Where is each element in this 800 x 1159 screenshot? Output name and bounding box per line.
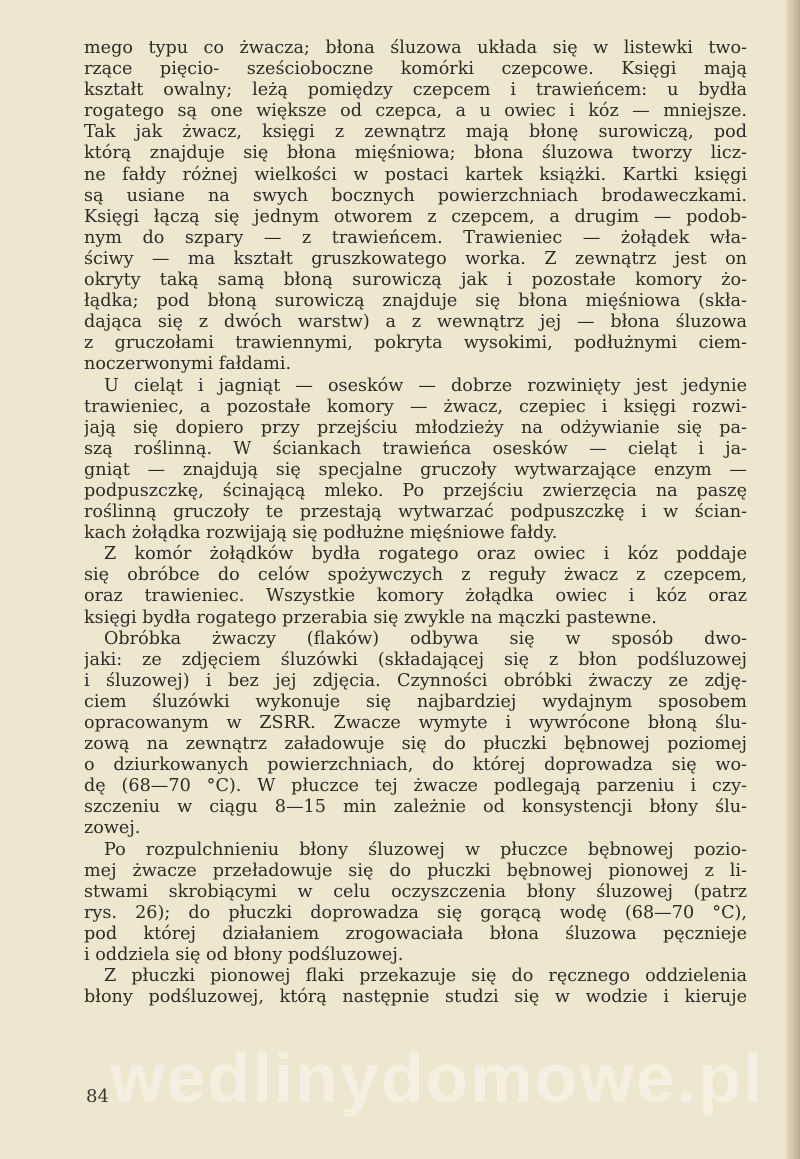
text-line: oraz trawieniec. Wszystkie komory żołądka owiec i kóz oraz <box>84 586 747 607</box>
page-edge-shadow <box>786 0 800 1159</box>
text-line: z gruczołami trawiennymi, pokryta wysokimi, podłużnymi ciem- <box>84 333 747 354</box>
text-line: gniąt — znajdują się specjalne gruczoły wytwarzające enzym — <box>84 459 747 480</box>
body-text <box>84 38 747 1008</box>
text-line: jaki: ze zdjęciem śluzówki (składającej się z błon podśluzowej <box>84 649 747 670</box>
text-line: są usiane na swych bocznych powierzchniach brodaweczkami. <box>84 185 747 206</box>
text-line: i oddziela się od błony podśluzowej. <box>84 945 404 966</box>
text-line: ściwy — ma kształt gruszkowatego worka. Z zewnątrz jest on <box>84 248 747 269</box>
text-line: rzące pięcio- sześcioboczne komórki czepcowe. Księgi mają <box>84 59 747 80</box>
text-line: księgi bydła rogatego przerabia się zwykle na mączki pastewne. <box>84 607 657 628</box>
text-line: Tak jak żwacz, księgi z zewnątrz mają błonę surowiczą, pod <box>84 122 747 143</box>
text-line: pod której działaniem zrogowaciała błona śluzowa pęcznieje <box>84 923 747 944</box>
text-line: szą roślinną. W ściankach trawieńca oseskόw — cieląt i ja- <box>84 438 747 459</box>
text-line: Księgi łączą się jednym otworem z czepcem, a drugim — podob- <box>84 206 747 227</box>
text-line: trawieniec, a pozostałe komory — żwacz, czepiec i księgi rozwi- <box>84 396 747 417</box>
text-line: kształt owalny; leżą pomiędzy czepcem i trawieńcem: u bydła <box>84 80 747 101</box>
text-line: stwami skrobiącymi w celu oczyszczenia błony śluzowej (patrz <box>84 881 747 902</box>
text-line: rys. 26); do płuczki doprowadza się gorącą wodę (68—70 °C), <box>84 902 747 923</box>
text-line: zową na zewnątrz załadowuje się do płuczki bębnowej poziomej <box>84 734 747 755</box>
text-line: jają się dopiero przy przejściu młodzieży na odżywianie się pa- <box>84 417 747 438</box>
text-line: się obróbce do celów spożywczych z reguły żwacz z czepcem, <box>84 565 747 586</box>
text-line: podpuszczkę, ścinającą mleko. Po przejściu zwierzęcia na paszę <box>84 480 747 501</box>
text-line: Obróbka żwaczy (flaków) odbywa się w sposób dwo- <box>104 628 747 649</box>
text-line: Z płuczki pionowej flaki przekazuje się do ręcznego oddzielenia <box>104 966 747 987</box>
text-line: szczeniu w ciągu 8—15 min zależnie od konsystencji błony ślu- <box>84 797 747 818</box>
watermark: wedlinydomowe.pl <box>110 1039 765 1117</box>
text-line: dę (68—70 °C). W płuczce tej żwacze podlegają parzeniu i czy- <box>84 776 747 797</box>
text-line: opracowanym w ZSRR. Żwacze wymyte i wywrócone błoną ślu- <box>84 713 747 733</box>
text-line: U cieląt i jagniąt — oseskόw — dobrze rozwinięty jest jedynie <box>104 375 747 396</box>
text-line: dająca się z dwóch warstw) a z wewnątrz jej — błona śluzowa <box>84 312 747 333</box>
text-line: łądka; pod błoną surowiczą znajduje się błona mięśniowa (skła- <box>84 291 747 312</box>
text-line: kach żołądka rozwijają się podłużne mięśniowe fałdy. <box>84 523 558 544</box>
text-line: ciem śluzówki wykonuje się najbardziej wydajnym sposobem <box>84 691 747 712</box>
page-number: 84 <box>86 1086 109 1107</box>
text-line: noczerwonymi fałdami. <box>84 354 292 375</box>
text-line: błony podśluzowej, którą następnie studzi się w wodzie i kieruje <box>84 987 747 1008</box>
text-line: okryty taką samą błoną surowiczą jak i pozostałe komory żo- <box>84 270 747 291</box>
text-line: i śluzowej) i bez jej zdjęcia. Czynności obróbki żwaczy ze zdję- <box>84 670 747 691</box>
text-line: ne fałdy różnej wielkości w postaci kartek książki. Kartki księgi <box>84 164 747 185</box>
text-line: którą znajduje się błona mięśniowa; błona śluzowa tworzy licz- <box>84 143 747 164</box>
text-line: Po rozpulchnieniu błony śluzowej w płuczce bębnowej pozio- <box>104 839 747 860</box>
text-line: rogatego są one większe od czepca, a u owiec i kóz — mniejsze. <box>84 101 747 122</box>
text-line: nym do szpary — z trawieńcem. Trawieniec — żołądek wła- <box>84 227 747 248</box>
text-line: zowej. <box>84 818 141 839</box>
text-line: Z komór żołądków bydła rogatego oraz owiec i kóz poddaje <box>104 544 747 565</box>
text-line: o dziurkowanych powierzchniach, do której doprowadza się wo- <box>84 755 747 776</box>
text-line: mego typu co żwacza; błona śluzowa układa się w listewki two- <box>84 38 747 58</box>
text-line: mej żwacze przeładowuje się do płuczki bębnowej pionowej z li- <box>84 860 747 881</box>
text-line: roślinną gruczoły te przestają wytwarzać podpuszczkę i w ścian- <box>84 502 747 523</box>
